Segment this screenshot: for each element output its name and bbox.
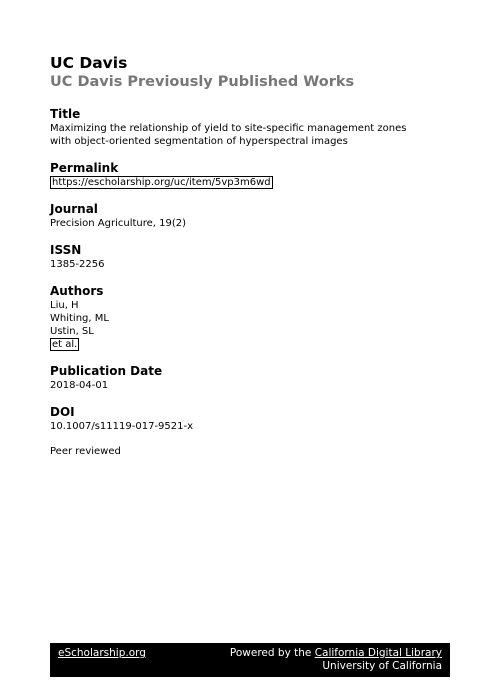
doi-label: DOI [50, 405, 75, 419]
powered-by-text: Powered by the [229, 647, 315, 659]
more-authors-link[interactable]: et al. [52, 339, 78, 350]
title-line-1: Maximizing the relationship of yield to site-specific management zones [50, 123, 407, 134]
footer-credits [230, 647, 442, 673]
author-2: Whiting, ML [50, 313, 109, 324]
title-section [50, 106, 450, 148]
doi-section [50, 404, 450, 433]
escholarship-link[interactable]: eScholarship.org [58, 647, 146, 659]
journal-section [50, 201, 450, 230]
publication-date-value: 2018-04-01 [50, 380, 109, 391]
university-name: University of California [322, 660, 442, 672]
publication-date-label: Publication Date [50, 364, 163, 378]
author-3: Ustin, SL [50, 326, 94, 337]
permalink-link[interactable]: https://escholarship.org/uc/item/5vp3m6wd [52, 177, 271, 188]
issn-section [50, 242, 450, 271]
journal-label: Journal [50, 202, 98, 216]
issn-label: ISSN [50, 243, 82, 257]
authors-section [50, 283, 450, 351]
peer-review-status: Peer reviewed [50, 446, 121, 457]
cdl-link[interactable]: California Digital Library [314, 647, 442, 659]
publication-date-section [50, 363, 450, 392]
title-line-2: with object-oriented segmentation of hyperspectral images [50, 136, 348, 147]
authors-label: Authors [50, 284, 104, 298]
issn-value: 1385-2256 [50, 259, 105, 270]
organization-name: UC Davis [50, 54, 128, 72]
repository-name: UC Davis Previously Published Works [50, 74, 355, 90]
footer-bar [50, 643, 450, 677]
permalink-section [50, 160, 450, 189]
journal-value: Precision Agriculture, 19(2) [50, 218, 187, 229]
title-label: Title [50, 107, 81, 121]
doi-value: 10.1007/s11119-017-9521-x [50, 421, 194, 432]
author-1: Liu, H [50, 300, 79, 311]
permalink-label: Permalink [50, 161, 119, 175]
cover-page [50, 54, 450, 468]
